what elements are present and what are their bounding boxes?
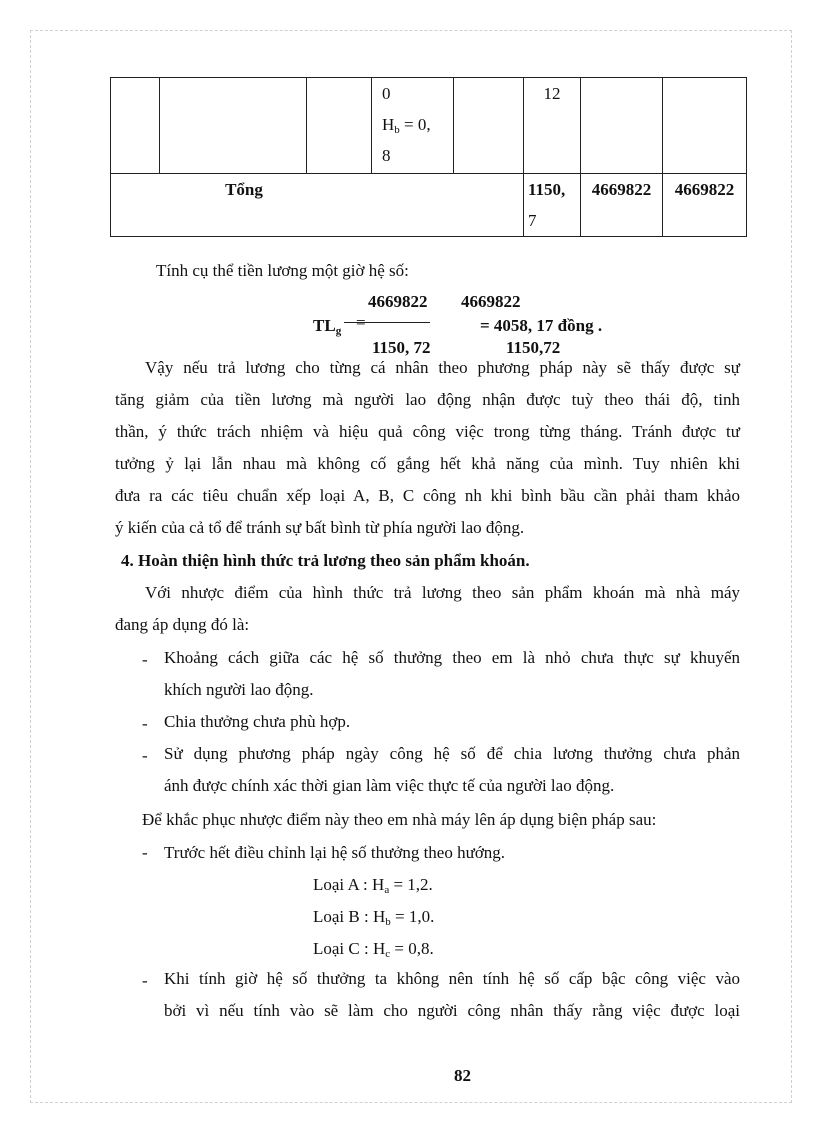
bullet-dash: - (142, 650, 148, 669)
table-cell (307, 78, 372, 174)
section-heading: 4. Hoàn thiện hình thức trả lương theo sản phẩm khoán. (121, 551, 530, 570)
text-line: Với nhược điểm của hình thức trả lương theo sản phẩm khoán mà nhà máy (145, 583, 740, 602)
cell-line: 0 (382, 84, 391, 103)
page-number: 82 (454, 1066, 471, 1085)
text-line: tưởng ỷ lại lẫn nhau mà không cố gắng hết khả năng của mình. Tuy nhiên khi (115, 454, 740, 473)
bullet-dash: - (142, 714, 148, 733)
cell-line: 8 (382, 146, 391, 165)
cell-line (382, 109, 449, 140)
formula-equals (356, 313, 366, 333)
table-cell (111, 78, 160, 174)
bullet-adjust: Trước hết điều chỉnh lại hệ số thưởng theo hướng. (164, 843, 506, 862)
formula-denominator-1: 1150, 72 (372, 338, 431, 357)
salary-table (110, 77, 747, 237)
grade-sub: c (385, 948, 391, 960)
grade-b (313, 907, 434, 927)
table-cell (663, 78, 747, 174)
formula-lhs-sub: g (335, 325, 342, 337)
grade-a (313, 875, 433, 895)
grade-value: = 1,0. (390, 907, 435, 926)
formula-numerator-2: 4669822 (461, 292, 521, 311)
cell-text: = 0, (399, 115, 431, 134)
grade-label: Loại B : H (313, 907, 386, 926)
formula-lhs (313, 316, 341, 336)
text-line: thần, ý thức trách nhiệm và hiệu quả công việc trong từng tháng. Tránh được tư (115, 422, 740, 441)
grade-sub: b (385, 916, 391, 928)
bullet-dash: - (142, 746, 148, 765)
total-hours (524, 174, 581, 237)
cell-sub: b (394, 124, 400, 136)
bullet-item (164, 642, 740, 706)
fraction-bar (344, 322, 430, 323)
grade-label: Loại C : H (313, 939, 386, 958)
formula-result: = 4058, 17 đồng . (480, 316, 603, 335)
table-row (111, 78, 747, 174)
text-line: ánh được chính xác thời gian làm việc thực tế của người lao động. (164, 776, 615, 795)
bullet-item (164, 738, 740, 802)
text-line: tăng giảm của tiền lương mà người lao động nhận được tuỳ theo thái độ, tinh (115, 390, 740, 409)
grade-label: Loại A : H (313, 875, 385, 894)
table-row-total (111, 174, 747, 237)
table-cell-hours: 12 (524, 78, 581, 174)
formula-denominator-2: 1150,72 (506, 338, 561, 357)
text-line: Khi tính giờ hệ số thưởng ta không nên tính hệ số cấp bậc công việc vào (164, 969, 740, 988)
paragraph-3: Để khắc phục nhược điểm này theo em nhà máy lên áp dụng biện pháp sau: (142, 810, 657, 829)
text-line: Vậy nếu trả lương cho từng cá nhân theo phương pháp này sẽ thấy được sự (145, 358, 740, 377)
bullet-item (164, 963, 740, 1027)
grade-sub: a (384, 884, 390, 896)
cell-line: 7 (528, 211, 537, 230)
text-line: đang áp dụng đó là: (115, 615, 250, 634)
text-line: đưa ra các tiêu chuẩn xếp loại A, B, C công nh khi bình bầu cần phải tham khảo (115, 486, 740, 505)
formula-numerator-1: 4669822 (368, 292, 428, 311)
bullet-dash: - (142, 843, 148, 862)
total-value-1: 4669822 (581, 174, 663, 237)
bullet-dash: - (142, 971, 148, 990)
bullet-item (164, 706, 740, 738)
table-cell (454, 78, 524, 174)
paragraph-2 (115, 577, 740, 641)
grade-value: = 1,2. (389, 875, 433, 894)
table-cell-coefficient (372, 78, 454, 174)
table-cell (581, 78, 663, 174)
text-line: Chia thưởng chưa phù hợp. (164, 712, 351, 731)
intro-text: Tính cụ thể tiền lương một giờ hệ số: (156, 261, 409, 280)
text-line: Sử dụng phương pháp ngày công hệ số để chia lương thưởng chưa phản (164, 744, 740, 763)
total-value-2: 4669822 (663, 174, 747, 237)
cell-line: 1150, (528, 180, 566, 199)
table-cell (160, 78, 307, 174)
text-line: khích người lao động. (164, 680, 314, 699)
cell-text: H (382, 115, 395, 134)
formula-lhs-text: TL (313, 316, 336, 335)
grade-c (313, 939, 434, 959)
total-label: Tổng (111, 174, 524, 237)
text-line: Khoảng cách giữa các hệ số thưởng theo em là nhỏ chưa thực sự khuyến (164, 648, 740, 667)
grade-value: = 0,8. (390, 939, 434, 958)
text-line: ý kiến của cả tổ để tránh sự bất bình từ phía người lao động. (115, 518, 525, 537)
paragraph-1 (115, 352, 740, 544)
text-line: bởi vì nếu tính vào sẽ làm cho người công nhân thấy rằng việc được loại (164, 1001, 740, 1020)
